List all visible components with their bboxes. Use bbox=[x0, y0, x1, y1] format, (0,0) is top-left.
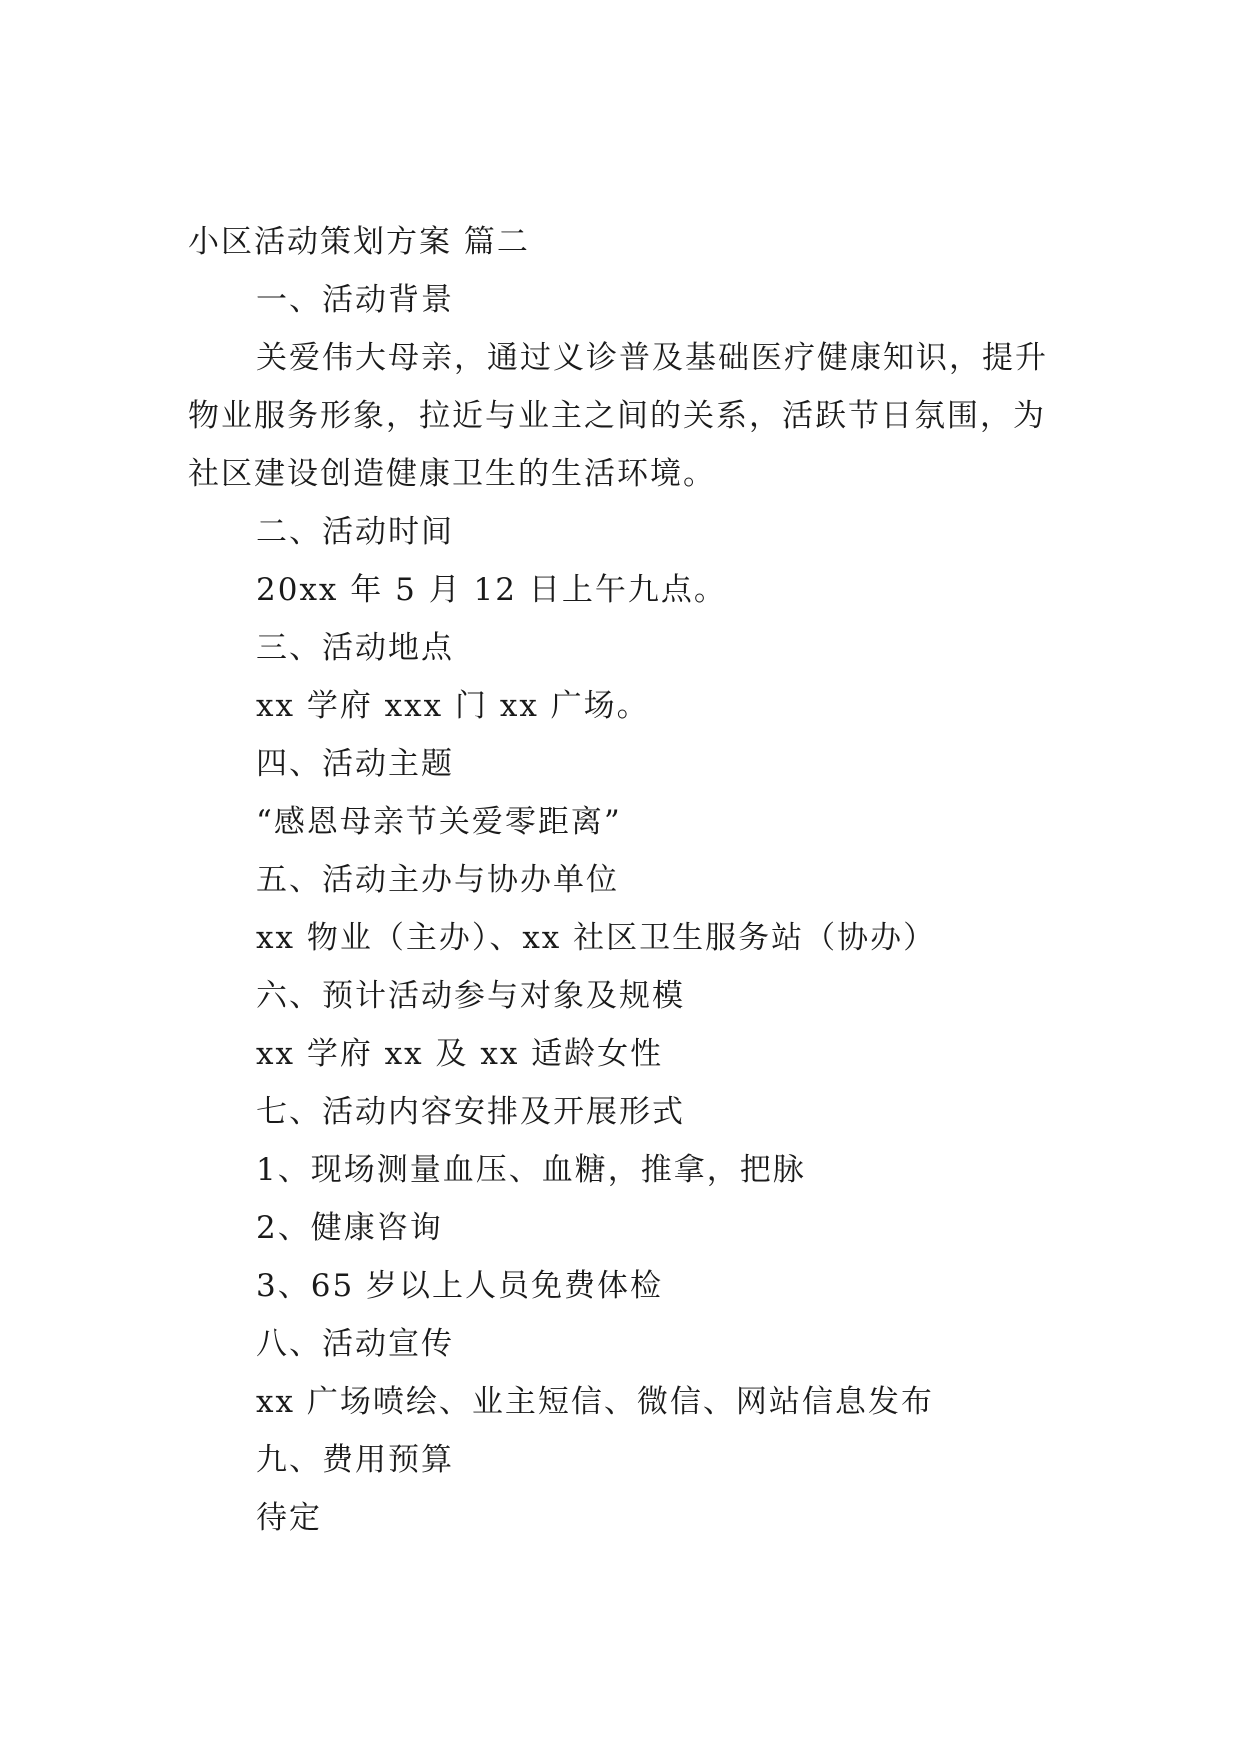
paragraph-line: 社区建设创造健康卫生的生活环境。 bbox=[188, 456, 716, 492]
section-heading-time: 二、活动时间 bbox=[256, 514, 454, 550]
section-heading-participants: 六、预计活动参与对象及规模 bbox=[256, 978, 685, 1014]
section-heading-background: 一、活动背景 bbox=[256, 282, 454, 318]
section-heading-budget: 九、费用预算 bbox=[256, 1442, 454, 1478]
list-item: 1、现场测量血压、血糖，推拿，把脉 bbox=[256, 1152, 806, 1188]
document-title: 小区活动策划方案 篇二 bbox=[188, 224, 530, 260]
paragraph-line: 物业服务形象，拉近与业主之间的关系，活跃节日氛围，为 bbox=[188, 398, 1046, 434]
section-heading-promotion: 八、活动宣传 bbox=[256, 1326, 454, 1362]
section-heading-content: 七、活动内容安排及开展形式 bbox=[256, 1094, 685, 1130]
section-body-location: xx 学府 xxx 门 xx 广场。 bbox=[256, 688, 650, 724]
section-body-time: 20xx 年 5 月 12 日上午九点。 bbox=[256, 572, 727, 608]
section-body-promotion: xx 广场喷绘、业主短信、微信、网站信息发布 bbox=[256, 1384, 934, 1420]
section-body-theme: “感恩母亲节关爱零距离” bbox=[256, 804, 622, 840]
list-item: 3、65 岁以上人员免费体检 bbox=[256, 1268, 664, 1304]
section-heading-location: 三、活动地点 bbox=[256, 630, 454, 666]
section-body-participants: xx 学府 xx 及 xx 适龄女性 bbox=[256, 1036, 664, 1072]
section-heading-theme: 四、活动主题 bbox=[256, 746, 454, 782]
list-item: 2、健康咨询 bbox=[256, 1210, 443, 1246]
section-body-budget: 待定 bbox=[256, 1500, 322, 1536]
section-body-organizers: xx 物业（主办）、xx 社区卫生服务站（协办） bbox=[256, 920, 937, 956]
section-heading-organizers: 五、活动主办与协办单位 bbox=[256, 862, 619, 898]
paragraph-line: 关爱伟大母亲，通过义诊普及基础医疗健康知识，提升 bbox=[256, 340, 1048, 376]
